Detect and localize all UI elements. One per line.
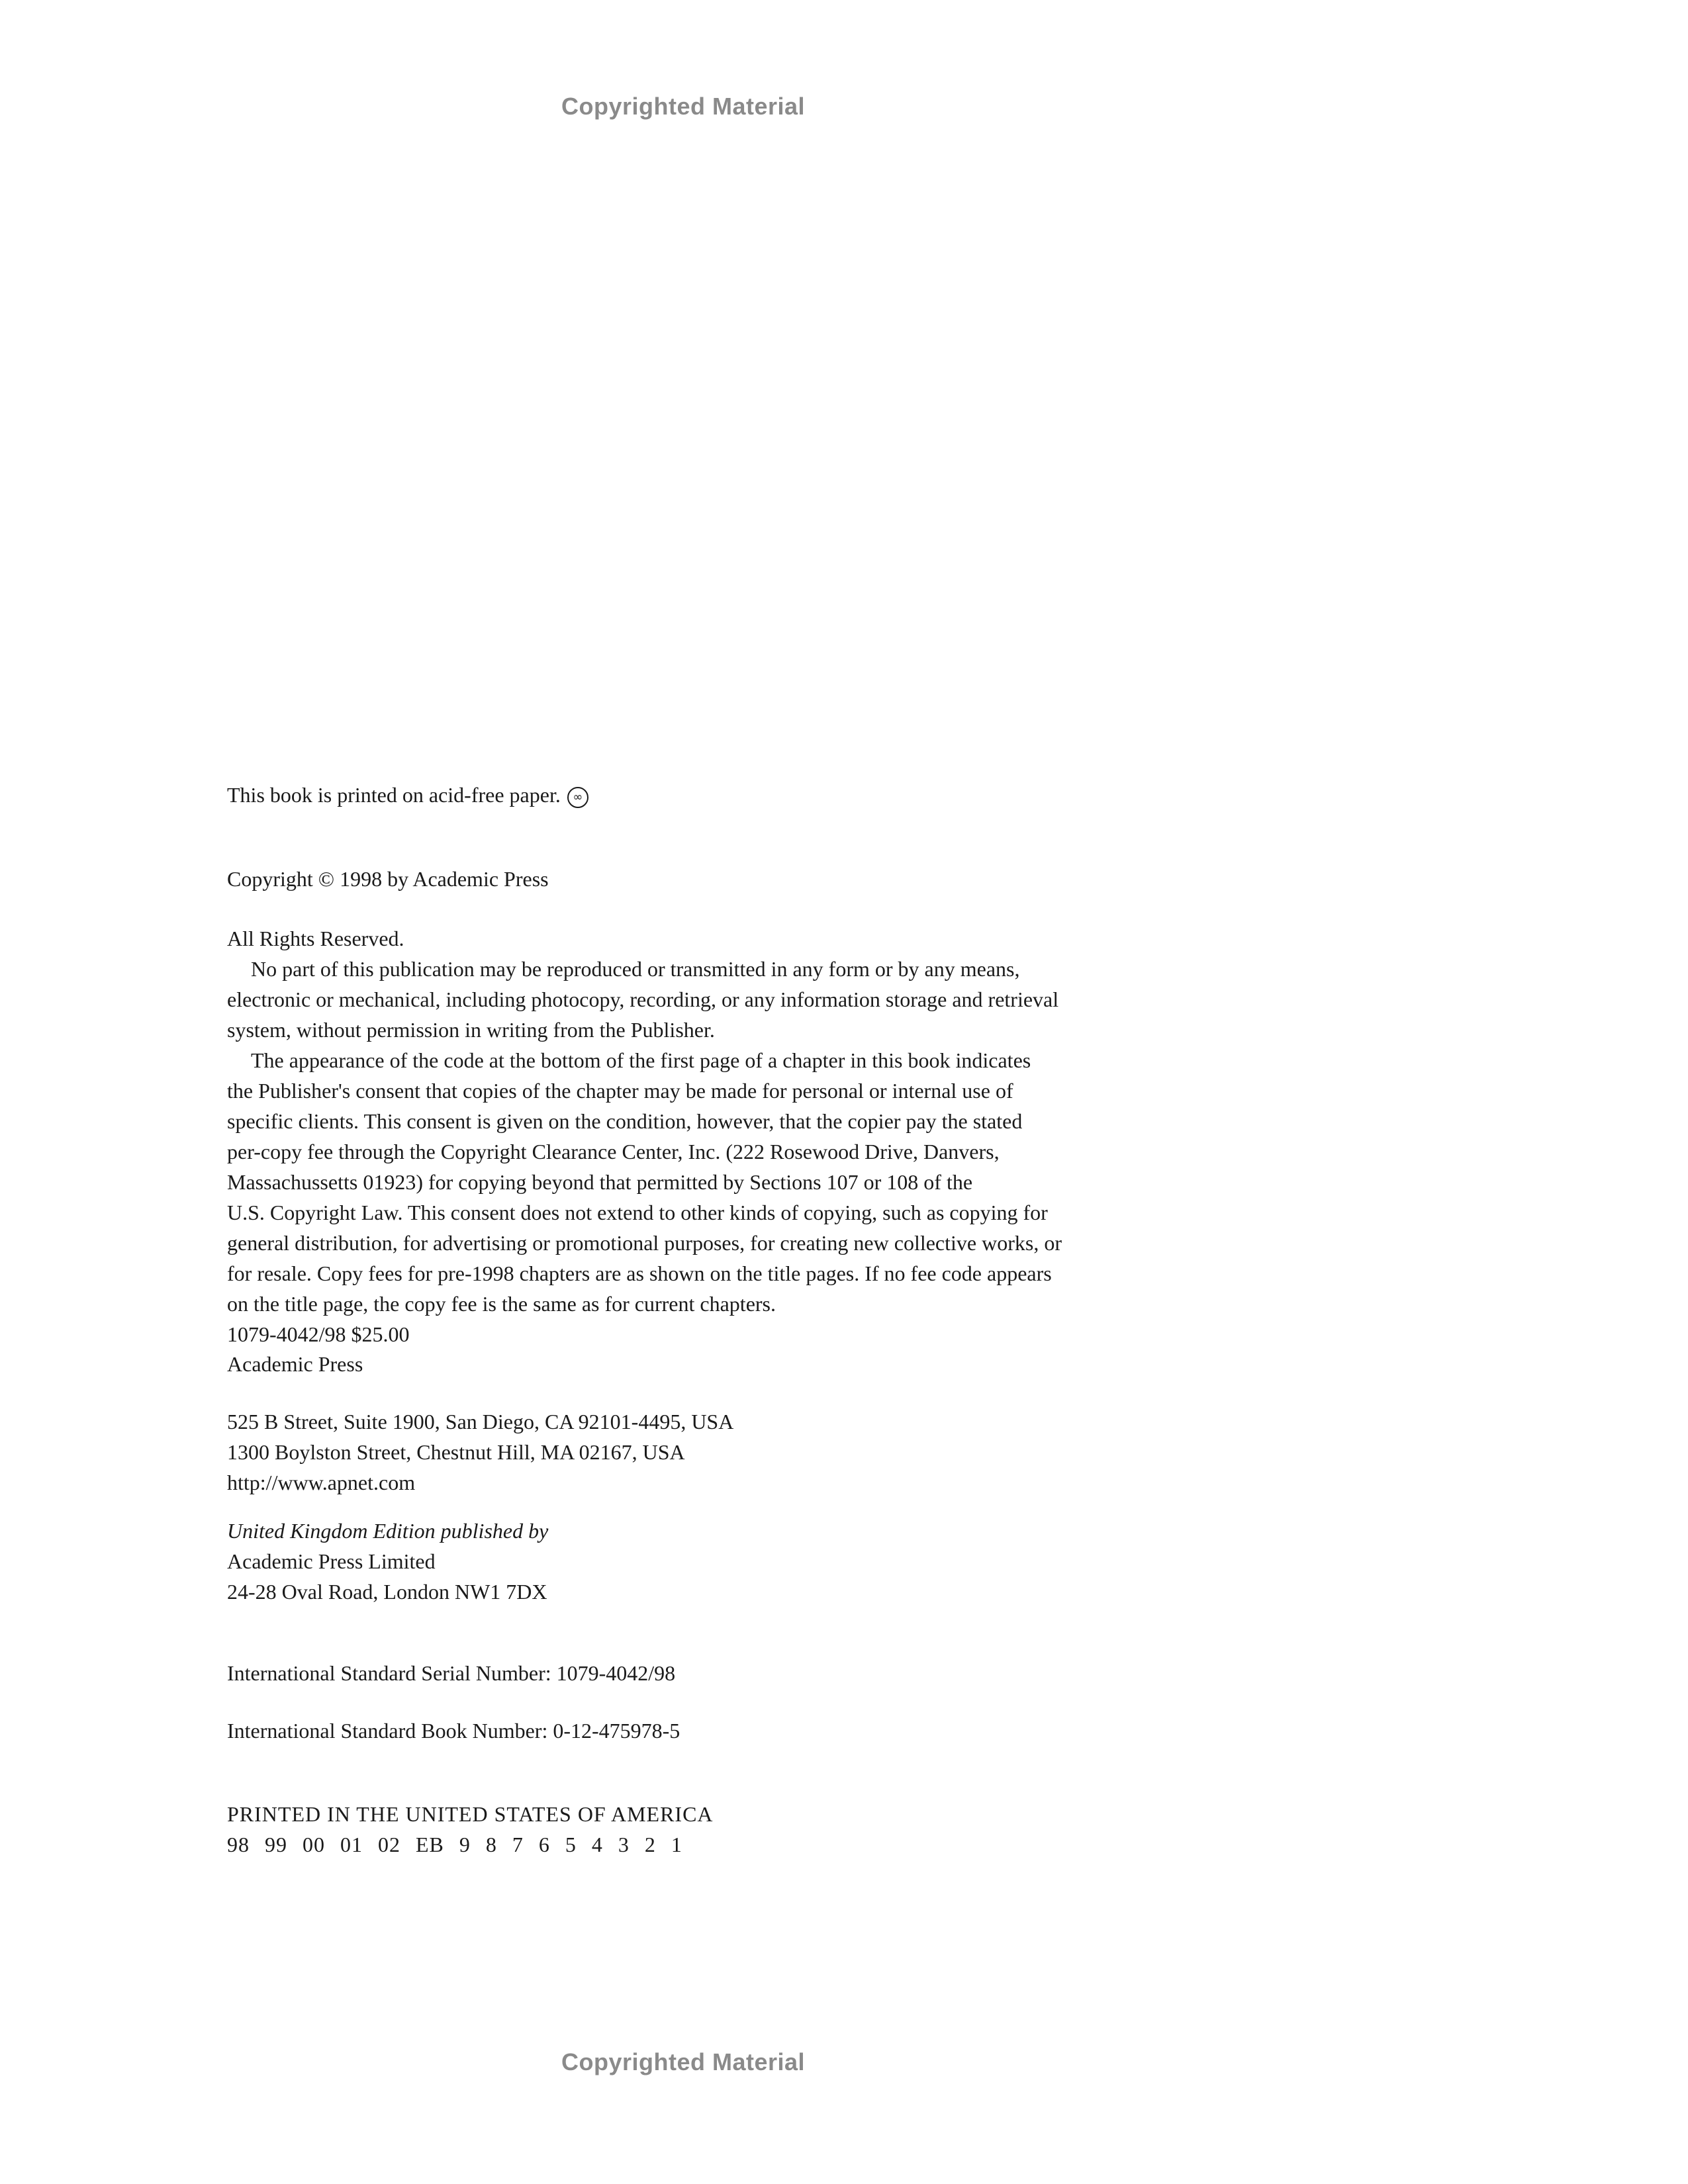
rights-paragraph-2-line: general distribution, for advertising or promotional purposes, for creating new collective works, or bbox=[227, 1231, 1062, 1255]
uk-edition bbox=[227, 1516, 548, 1607]
publisher-address-chestnut-hill: 1300 Boylston Street, Chestnut Hill, MA 02167, USA bbox=[227, 1440, 685, 1464]
isbn: International Standard Book Number: 0-12-475978-5 bbox=[227, 1719, 680, 1743]
printed-in-usa: PRINTED IN THE UNITED STATES OF AMERICA bbox=[227, 1802, 714, 1826]
uk-publisher-address: 24-28 Oval Road, London NW1 7DX bbox=[227, 1580, 547, 1604]
rights-paragraph-2-line: Massachussetts 01923) for copying beyond that permitted by Sections 107 or 108 of the bbox=[227, 1170, 973, 1194]
printing-number-line: 98 99 00 01 02 EB 9 8 7 6 5 4 3 2 1 bbox=[227, 1833, 682, 1856]
publisher-name: Academic Press bbox=[227, 1352, 363, 1376]
acid-free-text: This book is printed on acid-free paper. bbox=[227, 783, 561, 807]
rights-paragraph-2-line: per-copy fee through the Copyright Clearance Center, Inc. (222 Rosewood Drive, Danvers, bbox=[227, 1140, 1000, 1163]
rights-heading: All Rights Reserved. bbox=[227, 927, 404, 950]
rights-paragraph-2-line: on the title page, the copy fee is the same as for current chapters. bbox=[227, 1292, 776, 1316]
rights-section bbox=[227, 923, 1062, 1349]
publisher-address-san-diego: 525 B Street, Suite 1900, San Diego, CA 92101-4495, USA bbox=[227, 1410, 734, 1433]
rights-paragraph-1-line: No part of this publication may be reproduced or transmitted in any form or by any means, bbox=[251, 957, 1020, 981]
issn: International Standard Serial Number: 1079-4042/98 bbox=[227, 1661, 676, 1685]
publisher-url: http://www.apnet.com bbox=[227, 1471, 416, 1494]
fee-code: 1079-4042/98 $25.00 bbox=[227, 1322, 410, 1346]
copyrighted-material-watermark-top: Copyrighted Material bbox=[561, 93, 806, 120]
acid-free-notice bbox=[227, 780, 588, 810]
uk-publisher-name: Academic Press Limited bbox=[227, 1549, 436, 1573]
rights-paragraph-2-line: for resale. Copy fees for pre-1998 chapters are as shown on the title pages. If no fee code appears bbox=[227, 1261, 1052, 1285]
rights-paragraph-2-line: the Publisher's consent that copies of the chapter may be made for personal or internal use of bbox=[227, 1079, 1013, 1103]
printing-info bbox=[227, 1799, 714, 1860]
rights-paragraph-2-line: specific clients. This consent is given on the condition, however, that the copier pay the stated bbox=[227, 1109, 1023, 1133]
rights-paragraph-2-line: U.S. Copyright Law. This consent does not extend to other kinds of copying, such as copying for bbox=[227, 1201, 1048, 1224]
copyright-line: Copyright © 1998 by Academic Press bbox=[227, 867, 549, 891]
publisher-addresses bbox=[227, 1406, 733, 1498]
acid-free-paper-icon: ∞ bbox=[567, 787, 588, 808]
rights-paragraph-1-line: electronic or mechanical, including photocopy, recording, or any information storage and retrieval bbox=[227, 987, 1059, 1011]
uk-edition-label: United Kingdom Edition published by bbox=[227, 1519, 549, 1543]
copyrighted-material-watermark-bottom: Copyrighted Material bbox=[561, 2048, 806, 2075]
rights-paragraph-2-line: The appearance of the code at the bottom of the first page of a chapter in this book indicates bbox=[251, 1048, 1031, 1072]
rights-paragraph-1-line: system, without permission in writing from the Publisher. bbox=[227, 1018, 715, 1042]
